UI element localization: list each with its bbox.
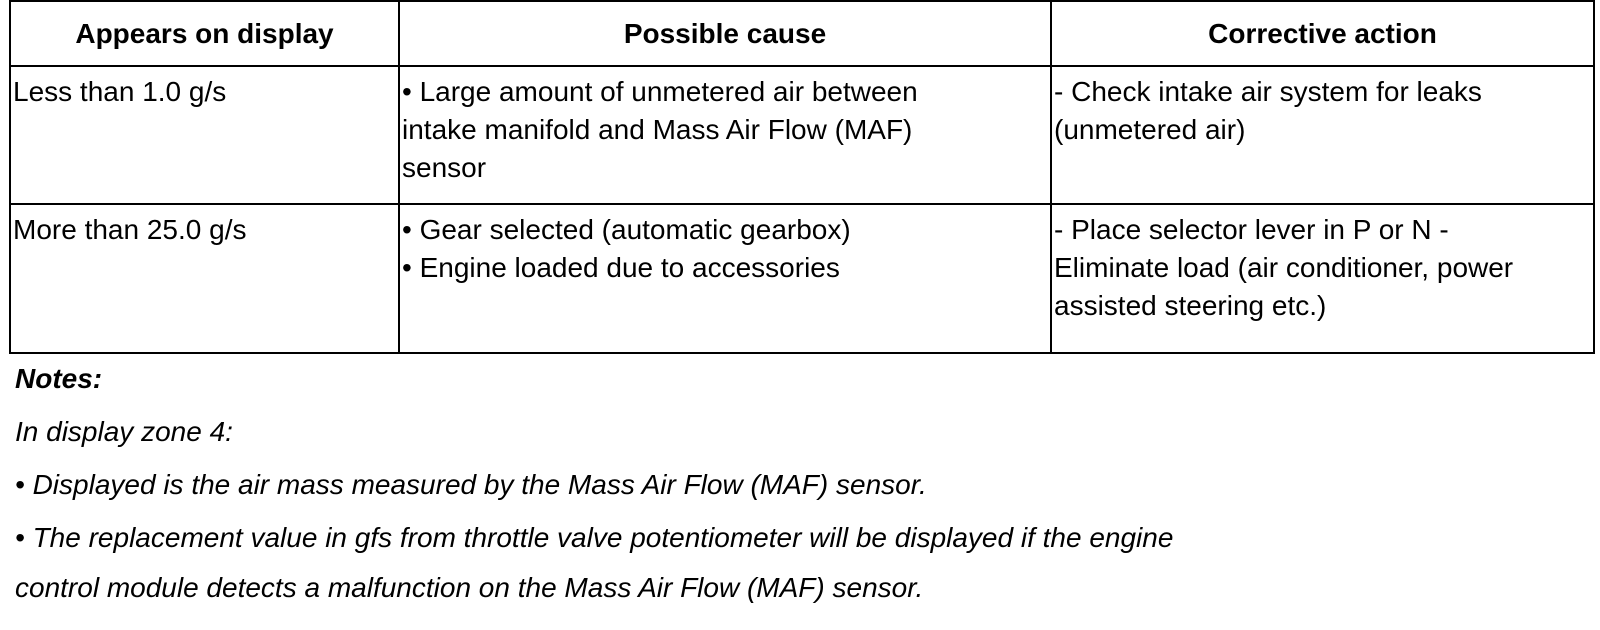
- cell-display-value: Less than 1.0 g/s: [10, 66, 399, 204]
- table-header-row: [10, 1, 1594, 66]
- cell-possible-cause: [399, 204, 1051, 353]
- cause-line: • Gear selected (automatic gearbox): [402, 214, 851, 245]
- header-corrective-action: Corrective action: [1051, 1, 1594, 66]
- cell-corrective-action: [1051, 66, 1594, 204]
- header-possible-cause: Possible cause: [399, 1, 1051, 66]
- cell-display-value: More than 25.0 g/s: [10, 204, 399, 353]
- notes-line: • The replacement value in gfs from throttle valve potentiometer will be displayed if the engine: [15, 522, 1174, 553]
- table-row: [10, 66, 1594, 204]
- header-appears-on-display: Appears on display: [10, 1, 399, 66]
- notes-line: • Displayed is the air mass measured by the Mass Air Flow (MAF) sensor.: [15, 469, 927, 500]
- notes-line: control module detects a malfunction on the Mass Air Flow (MAF) sensor.: [15, 572, 924, 603]
- notes-line: In display zone 4:: [15, 416, 233, 447]
- action-line: (unmetered air): [1054, 114, 1246, 145]
- cause-line: • Large amount of unmetered air between: [402, 76, 918, 107]
- cause-line: • Engine loaded due to accessories: [402, 252, 840, 283]
- cause-line: intake manifold and Mass Air Flow (MAF): [402, 114, 913, 145]
- table-row: [10, 204, 1594, 353]
- action-line: assisted steering etc.): [1054, 290, 1327, 321]
- diagnosis-table: [9, 0, 1595, 354]
- action-line: - Check intake air system for leaks: [1054, 76, 1482, 107]
- action-line: - Place selector lever in P or N -: [1054, 214, 1449, 245]
- action-line: Eliminate load (air conditioner, power: [1054, 252, 1514, 283]
- cause-line: sensor: [402, 152, 487, 183]
- cell-possible-cause: [399, 66, 1051, 204]
- notes-title: Notes:: [15, 363, 103, 394]
- notes-section: [15, 362, 1173, 624]
- cell-corrective-action: [1051, 204, 1594, 353]
